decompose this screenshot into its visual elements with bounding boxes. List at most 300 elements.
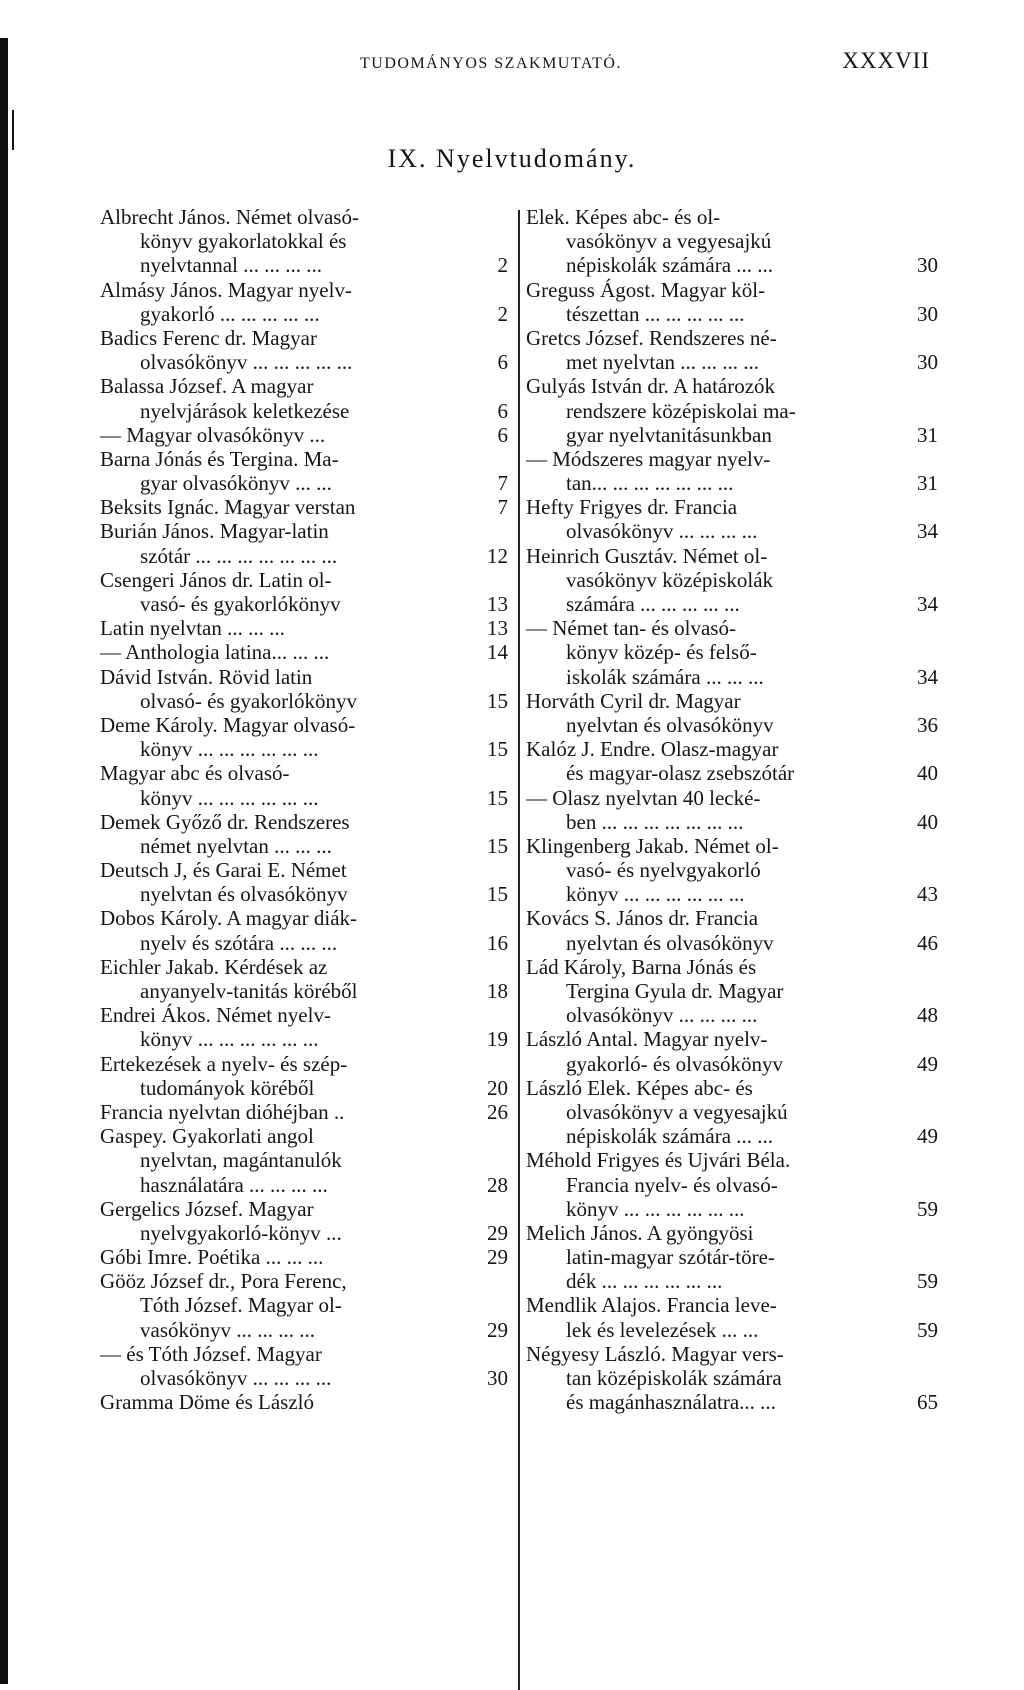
index-entry-text: Francia nyelvtan dióhéjban .. xyxy=(100,1099,345,1124)
index-entry-text: Gööz József dr., Pora Ferenc, xyxy=(100,1269,347,1294)
index-entry-text: Tóth József. Magyar ol- xyxy=(140,1293,342,1318)
index-entry-text: Méhold Frigyes és Ujvári Béla. xyxy=(526,1148,791,1173)
index-entry xyxy=(100,1052,508,1100)
index-entry-line xyxy=(100,544,508,568)
index-entry-text: nyelvtan és olvasókönyv xyxy=(566,930,774,955)
index-page-number: 20 xyxy=(487,1075,508,1100)
index-entry xyxy=(100,1197,508,1245)
index-entry-text: könyv ... ... ... ... ... ... xyxy=(140,1027,319,1052)
index-entry-text: és magyar-olasz zsebszótár xyxy=(566,761,795,786)
running-header-title: TUDOMÁNYOS SZAKMUTATÓ. xyxy=(360,55,622,72)
index-page-number: 59 xyxy=(917,1317,938,1342)
index-entry-text: olvasó- és gyakorlókönyv xyxy=(140,688,357,713)
index-page-number: 2 xyxy=(497,253,508,278)
index-entry xyxy=(526,374,938,447)
index-entry-text: Heinrich Gusztáv. Német ol- xyxy=(526,543,768,568)
index-entry xyxy=(526,1221,938,1294)
index-entry-line xyxy=(100,447,508,471)
index-entry xyxy=(526,326,938,374)
index-entry xyxy=(526,737,938,785)
index-entry-text: — Magyar olvasókönyv ... xyxy=(100,422,326,447)
index-page-number: 15 xyxy=(487,882,508,907)
index-entry-line xyxy=(526,858,938,882)
index-entry-text: László Elek. Képes abc- és xyxy=(526,1075,753,1100)
index-entry xyxy=(100,1342,508,1390)
index-page-number: 29 xyxy=(487,1245,508,1270)
index-page-number: 2 xyxy=(497,301,508,326)
index-entry-line xyxy=(100,1342,508,1366)
index-page-number: 34 xyxy=(917,519,938,544)
index-entry-line xyxy=(526,1148,938,1172)
index-page-number: 15 xyxy=(487,785,508,810)
index-entry-line xyxy=(526,713,938,737)
index-entry-line xyxy=(100,1318,508,1342)
index-entry-text: nyelv és szótára ... ... ... xyxy=(140,930,338,955)
index-entry-text: Barna Jónás és Tergina. Ma- xyxy=(100,446,339,471)
index-entry-text: Latin nyelvtan ... ... ... xyxy=(100,616,285,641)
index-entry-line xyxy=(526,495,938,519)
index-entry-line xyxy=(526,205,938,229)
index-entry-text: Lád Károly, Barna Jónás és xyxy=(526,954,757,979)
index-page-number: 29 xyxy=(487,1220,508,1245)
index-entry-text: Endrei Ákos. Német nyelv- xyxy=(100,1003,331,1028)
index-entry-line xyxy=(526,423,938,447)
index-entry-line xyxy=(526,302,938,326)
index-entry-text: Négyesy László. Magyar vers- xyxy=(526,1341,784,1366)
index-entry-text: szótár ... ... ... ... ... ... ... xyxy=(140,543,338,568)
index-entry xyxy=(100,810,508,858)
running-header xyxy=(360,48,930,74)
index-entry-text: Deme Károly. Magyar olvasó- xyxy=(100,712,356,737)
index-entry-text: olvasókönyv ... ... ... ... xyxy=(566,519,758,544)
index-entry-text: könyv ... ... ... ... ... ... xyxy=(566,1196,745,1221)
index-page-number: 6 xyxy=(497,422,508,447)
index-entry-line xyxy=(100,423,508,447)
index-entry-line xyxy=(526,616,938,640)
index-entry-text: Kovács S. János dr. Francia xyxy=(526,906,759,931)
index-entry-line xyxy=(526,810,938,834)
index-entry-line xyxy=(100,616,508,640)
index-entry-line xyxy=(526,1173,938,1197)
index-entry-text: nyelvtan és olvasókönyv xyxy=(140,882,348,907)
index-entry-line xyxy=(100,955,508,979)
index-entry xyxy=(100,495,508,519)
index-entry-line xyxy=(526,350,938,374)
index-entry-line xyxy=(100,931,508,955)
index-entry xyxy=(100,640,508,664)
index-entry-text: rendszere középiskolai ma- xyxy=(566,398,796,423)
index-entry-line xyxy=(526,374,938,398)
index-entry-line xyxy=(100,1293,508,1317)
index-page-number: 6 xyxy=(497,350,508,375)
index-entry-text: — Anthologia latina... ... ... xyxy=(100,640,330,665)
index-entry-text: iskolák számára ... ... ... xyxy=(566,664,764,689)
index-entry-text: tudományok köréből xyxy=(140,1075,315,1100)
index-entry-line xyxy=(100,1197,508,1221)
index-entry-line xyxy=(100,761,508,785)
index-entry-line xyxy=(100,786,508,810)
index-page-number: 40 xyxy=(917,761,938,786)
index-entry-line xyxy=(526,882,938,906)
index-entry xyxy=(100,519,508,567)
index-entry-line xyxy=(100,1124,508,1148)
index-entry-line xyxy=(526,1027,938,1051)
index-page-number: 13 xyxy=(487,616,508,641)
index-entry-text: számára ... ... ... ... ... xyxy=(566,592,740,616)
index-entry-text: Hefty Frigyes dr. Francia xyxy=(526,495,738,520)
index-entry xyxy=(100,447,508,495)
index-entry-line xyxy=(100,1148,508,1172)
index-page-number: 46 xyxy=(917,930,938,955)
index-entry-text: Melich János. A gyöngyösi xyxy=(526,1220,754,1245)
index-entry-line xyxy=(100,1173,508,1197)
index-entry xyxy=(100,955,508,1003)
index-entry xyxy=(526,278,938,326)
index-page-number: 30 xyxy=(917,350,938,375)
index-entry-text: olvasókönyv ... ... ... ... xyxy=(140,1366,332,1390)
index-entry-text: Klingenberg Jakab. Német ol- xyxy=(526,833,779,858)
index-entry-text: Balassa József. A magyar xyxy=(100,374,314,399)
index-entry-line xyxy=(526,568,938,592)
index-entry-text: Elek. Képes abc- és ol- xyxy=(526,205,721,229)
index-entry xyxy=(526,834,938,907)
index-entry-line xyxy=(100,1221,508,1245)
index-entry xyxy=(526,906,938,954)
index-entry xyxy=(526,1027,938,1075)
index-entry-text: László Antal. Magyar nyelv- xyxy=(526,1027,768,1052)
index-entry-line xyxy=(100,350,508,374)
index-entry xyxy=(100,1003,508,1051)
index-entry-line xyxy=(100,1390,508,1414)
index-page-number: 49 xyxy=(917,1124,938,1149)
index-column-right xyxy=(526,205,938,1414)
index-entry-line xyxy=(100,1366,508,1390)
index-entry xyxy=(526,1148,938,1221)
index-entry-text: Csengeri János dr. Latin ol- xyxy=(100,567,332,592)
index-entry-line xyxy=(526,640,938,664)
index-entry-text: Gramma Döme és László xyxy=(100,1390,315,1415)
index-entry-text: német nyelvtan ... ... ... xyxy=(140,833,332,858)
index-entry-line xyxy=(100,906,508,930)
index-entry xyxy=(526,786,938,834)
index-entry-text: Gaspey. Gyakorlati angol xyxy=(100,1124,314,1149)
index-entry-text: Ertekezések a nyelv- és szép- xyxy=(100,1051,348,1076)
index-entry-text: használatára ... ... ... ... xyxy=(140,1172,328,1197)
index-entry-text: tészettan ... ... ... ... ... xyxy=(566,301,745,326)
index-entry-line xyxy=(526,229,938,253)
index-entry-text: nyelvtan, magántanulók xyxy=(140,1148,342,1173)
index-entry xyxy=(526,447,938,495)
index-entry-text: Tergina Gyula dr. Magyar xyxy=(566,979,784,1003)
index-entry-text: könyv ... ... ... ... ... ... xyxy=(140,737,319,762)
index-entry xyxy=(100,665,508,713)
index-entry-line xyxy=(100,713,508,737)
index-entry-line xyxy=(526,931,938,955)
index-entry-text: Dávid István. Rövid latin xyxy=(100,664,313,689)
index-page-number: 34 xyxy=(917,592,938,616)
index-entry-line xyxy=(100,882,508,906)
index-entry-text: — és Tóth József. Magyar xyxy=(100,1341,322,1366)
index-entry xyxy=(526,205,938,278)
index-entry-text: könyv közép- és felső- xyxy=(566,640,757,665)
index-entry-text: Gergelics József. Magyar xyxy=(100,1196,314,1221)
index-page-number: 31 xyxy=(917,422,938,447)
index-entry-line xyxy=(100,495,508,519)
index-entry-text: Almásy János. Magyar nyelv- xyxy=(100,277,352,302)
index-entry-line xyxy=(526,1076,938,1100)
index-entry xyxy=(526,544,938,617)
index-entry-text: olvasókönyv ... ... ... ... ... xyxy=(140,350,353,375)
index-page-number: 15 xyxy=(487,737,508,762)
index-entry xyxy=(100,205,508,278)
index-page-number: 14 xyxy=(487,640,508,665)
index-entry-text: vasókönyv a vegyesajkú xyxy=(566,229,772,254)
index-entry-line xyxy=(526,1003,938,1027)
index-entry-text: Kalóz J. Endre. Olasz-magyar xyxy=(526,737,779,762)
index-entry xyxy=(100,616,508,640)
index-page-number: 40 xyxy=(917,809,938,834)
index-entry-text: Góbi Imre. Poétika ... ... ... xyxy=(100,1245,324,1270)
index-entry-text: vasókönyv ... ... ... ... xyxy=(140,1317,315,1342)
index-page-number: 15 xyxy=(487,688,508,713)
index-entry-text: Mendlik Alajos. Francia leve- xyxy=(526,1293,777,1318)
index-entry-line xyxy=(100,302,508,326)
index-entry-line xyxy=(100,1245,508,1269)
index-entry-line xyxy=(526,471,938,495)
index-entry-text: olvasókönyv a vegyesajkú xyxy=(566,1099,788,1124)
index-page-number: 12 xyxy=(487,543,508,568)
index-entry-line xyxy=(526,1293,938,1317)
index-page-number: 29 xyxy=(487,1317,508,1342)
index-page-number: 48 xyxy=(917,1003,938,1028)
index-entry-text: népiskolák számára ... ... xyxy=(566,1124,774,1149)
index-entry-line xyxy=(100,1076,508,1100)
index-entry-line xyxy=(100,640,508,664)
index-entry-line xyxy=(526,399,938,423)
index-entry-line xyxy=(526,1197,938,1221)
index-page-number: 59 xyxy=(917,1196,938,1221)
index-entry-line xyxy=(100,229,508,253)
index-entry-text: nyelvtan és olvasókönyv xyxy=(566,712,774,737)
index-entry-line xyxy=(100,278,508,302)
index-entry-text: latin-magyar szótár-töre- xyxy=(566,1245,775,1270)
index-entry xyxy=(526,689,938,737)
index-entry-line xyxy=(526,786,938,810)
index-entry-line xyxy=(526,253,938,277)
index-entry-line xyxy=(100,471,508,495)
index-entry-line xyxy=(526,326,938,350)
index-entry xyxy=(100,423,508,447)
index-page-number: 30 xyxy=(487,1366,508,1390)
index-entry-line xyxy=(100,665,508,689)
index-entry-line xyxy=(526,1221,938,1245)
index-entry-line xyxy=(100,592,508,616)
index-entry-text: könyv gyakorlatokkal és xyxy=(140,229,347,254)
index-entry-text: Greguss Ágost. Magyar köl- xyxy=(526,277,766,302)
index-entry-text: tan középiskolák számára xyxy=(566,1366,782,1390)
index-entry-text: tan... ... ... ... ... ... ... xyxy=(566,471,734,496)
index-entry-line xyxy=(526,519,938,543)
index-page-number: 15 xyxy=(487,833,508,858)
index-entry xyxy=(100,374,508,422)
index-entry-line xyxy=(526,1245,938,1269)
index-entry-text: népiskolák számára ... ... xyxy=(566,253,774,278)
index-entry-line xyxy=(100,1003,508,1027)
index-entry-line xyxy=(100,737,508,761)
index-page-number: 26 xyxy=(487,1099,508,1124)
index-entry-line xyxy=(526,1269,938,1293)
index-entry-text: vasókönyv középiskolák xyxy=(566,567,774,592)
index-entry-text: nyelvgyakorló-könyv ... xyxy=(140,1220,342,1245)
index-entry-line xyxy=(526,979,938,1003)
index-page-number: 36 xyxy=(917,712,938,737)
index-entry-line xyxy=(526,447,938,471)
index-entry xyxy=(526,495,938,543)
index-entry-line xyxy=(526,955,938,979)
index-entry-line xyxy=(100,519,508,543)
index-entry-line xyxy=(526,906,938,930)
index-entry-text: könyv ... ... ... ... ... ... xyxy=(140,785,319,810)
index-entry-line xyxy=(526,834,938,858)
index-entry-text: gyar nyelvtanitásunkban xyxy=(566,422,772,447)
index-entry-line xyxy=(100,1100,508,1124)
index-entry xyxy=(526,616,938,689)
index-entry-text: Gretcs József. Rendszeres né- xyxy=(526,325,777,350)
index-entry xyxy=(100,278,508,326)
index-entry-text: anyanyelv-tanitás köréből xyxy=(140,979,358,1003)
index-entry xyxy=(526,955,938,1028)
index-page-number: 30 xyxy=(917,253,938,278)
index-entry-text: Badics Ferenc dr. Magyar xyxy=(100,325,317,350)
index-entry-text: Albrecht János. Német olvasó- xyxy=(100,205,359,229)
index-entry-line xyxy=(100,979,508,1003)
index-entry-text: vasó- és nyelvgyakorló xyxy=(566,858,761,883)
index-page-number: 49 xyxy=(917,1051,938,1076)
section-heading: IX. Nyelvtudomány. xyxy=(387,144,637,173)
index-page-number: 34 xyxy=(917,664,938,689)
index-entry xyxy=(100,713,508,761)
index-entry-line xyxy=(100,326,508,350)
index-entry-text: dék ... ... ... ... ... ... xyxy=(566,1269,723,1294)
index-entry xyxy=(526,1293,938,1341)
index-entry-text: Dobos Károly. A magyar diák- xyxy=(100,906,358,931)
index-entry-line xyxy=(526,592,938,616)
index-entry-line xyxy=(526,1100,938,1124)
index-entry-text: gyakorló- és olvasókönyv xyxy=(566,1051,783,1076)
index-page-number: 6 xyxy=(497,398,508,423)
index-entry xyxy=(100,761,508,809)
index-page-number: 7 xyxy=(497,471,508,496)
index-entry-line xyxy=(526,1124,938,1148)
index-page-number: 31 xyxy=(917,471,938,496)
index-page-number: 7 xyxy=(497,495,508,520)
index-entry-line xyxy=(526,278,938,302)
index-entry-line xyxy=(526,1052,938,1076)
index-entry xyxy=(100,858,508,906)
index-entry-line xyxy=(526,761,938,785)
index-entry-line xyxy=(100,858,508,882)
index-entry-line xyxy=(526,1318,938,1342)
index-entry-text: Demek Győző dr. Rendszeres xyxy=(100,809,350,834)
index-column-left xyxy=(100,205,508,1414)
index-entry-line xyxy=(100,810,508,834)
index-entry-text: olvasókönyv ... ... ... ... xyxy=(566,1003,758,1028)
index-entry-text: könyv ... ... ... ... ... ... xyxy=(566,882,745,907)
index-entry-line xyxy=(526,1366,938,1390)
index-page-number: 59 xyxy=(917,1269,938,1294)
index-entry-line xyxy=(100,399,508,423)
index-entry-line xyxy=(100,374,508,398)
index-entry-line xyxy=(100,834,508,858)
index-page-number: 30 xyxy=(917,301,938,326)
index-entry-text: Gulyás István dr. A határozók xyxy=(526,374,776,399)
index-entry-text: Eichler Jakab. Kérdések az xyxy=(100,954,328,979)
index-entry-text: — Német tan- és olvasó- xyxy=(526,616,736,641)
index-entry-text: met nyelvtan ... ... ... ... xyxy=(566,350,760,375)
index-entry-line xyxy=(526,1342,938,1366)
index-entry xyxy=(100,326,508,374)
index-entry-text: gyar olvasókönyv ... ... xyxy=(140,471,332,496)
index-page-number: 13 xyxy=(487,592,508,616)
index-entry xyxy=(100,1269,508,1342)
scan-edge-bar xyxy=(0,38,8,1684)
index-entry xyxy=(100,906,508,954)
index-entry-text: és magánhasználatra... ... xyxy=(566,1390,776,1415)
index-entry-line xyxy=(100,1269,508,1293)
index-entry xyxy=(526,1342,938,1415)
index-entry-line xyxy=(526,737,938,761)
index-entry xyxy=(100,1245,508,1269)
index-entry-line xyxy=(526,544,938,568)
index-entry-text: lek és levelezések ... ... xyxy=(566,1317,759,1342)
index-page-number: 16 xyxy=(487,930,508,955)
index-entry-line xyxy=(526,665,938,689)
index-page-number: 19 xyxy=(487,1027,508,1052)
index-entry xyxy=(100,1100,508,1124)
index-entry-text: nyelvjárások keletkezése xyxy=(140,398,350,423)
index-entry xyxy=(526,1076,938,1149)
index-entry-text: Burián János. Magyar-latin xyxy=(100,519,329,544)
index-entry-text: — Módszeres magyar nyelv- xyxy=(526,446,771,471)
index-entry-line xyxy=(526,1390,938,1414)
index-entry-text: nyelvtannal ... ... ... ... xyxy=(140,253,322,278)
index-entry-line xyxy=(100,689,508,713)
index-entry-text: gyakorló ... ... ... ... ... xyxy=(140,301,320,326)
index-page-number: 43 xyxy=(917,882,938,907)
index-entry-text: Francia nyelv- és olvasó- xyxy=(566,1172,778,1197)
index-page-number: 28 xyxy=(487,1172,508,1197)
index-entry-line xyxy=(100,205,508,229)
index-entry xyxy=(100,1124,508,1197)
index-entry-line xyxy=(100,1052,508,1076)
index-entry-line xyxy=(100,1027,508,1051)
index-entry-text: ben ... ... ... ... ... ... ... xyxy=(566,809,744,834)
index-entry-text: Deutsch J, és Garai E. Német xyxy=(100,858,347,883)
index-entry-text: Horváth Cyril dr. Magyar xyxy=(526,688,741,713)
column-divider xyxy=(518,210,520,1690)
index-entry-line xyxy=(100,568,508,592)
index-page-number: 65 xyxy=(917,1390,938,1415)
index-entry-text: Beksits Ignác. Magyar verstan xyxy=(100,495,356,520)
index-entry xyxy=(100,1390,508,1414)
page-number: XXXVII xyxy=(842,48,930,73)
index-entry-line xyxy=(526,689,938,713)
index-entry-text: — Olasz nyelvtan 40 lecké- xyxy=(526,785,761,810)
index-entry xyxy=(100,568,508,616)
index-entry-line xyxy=(100,253,508,277)
index-entry-text: vasó- és gyakorlókönyv xyxy=(140,592,341,616)
index-entry-text: Magyar abc és olvasó- xyxy=(100,761,290,786)
